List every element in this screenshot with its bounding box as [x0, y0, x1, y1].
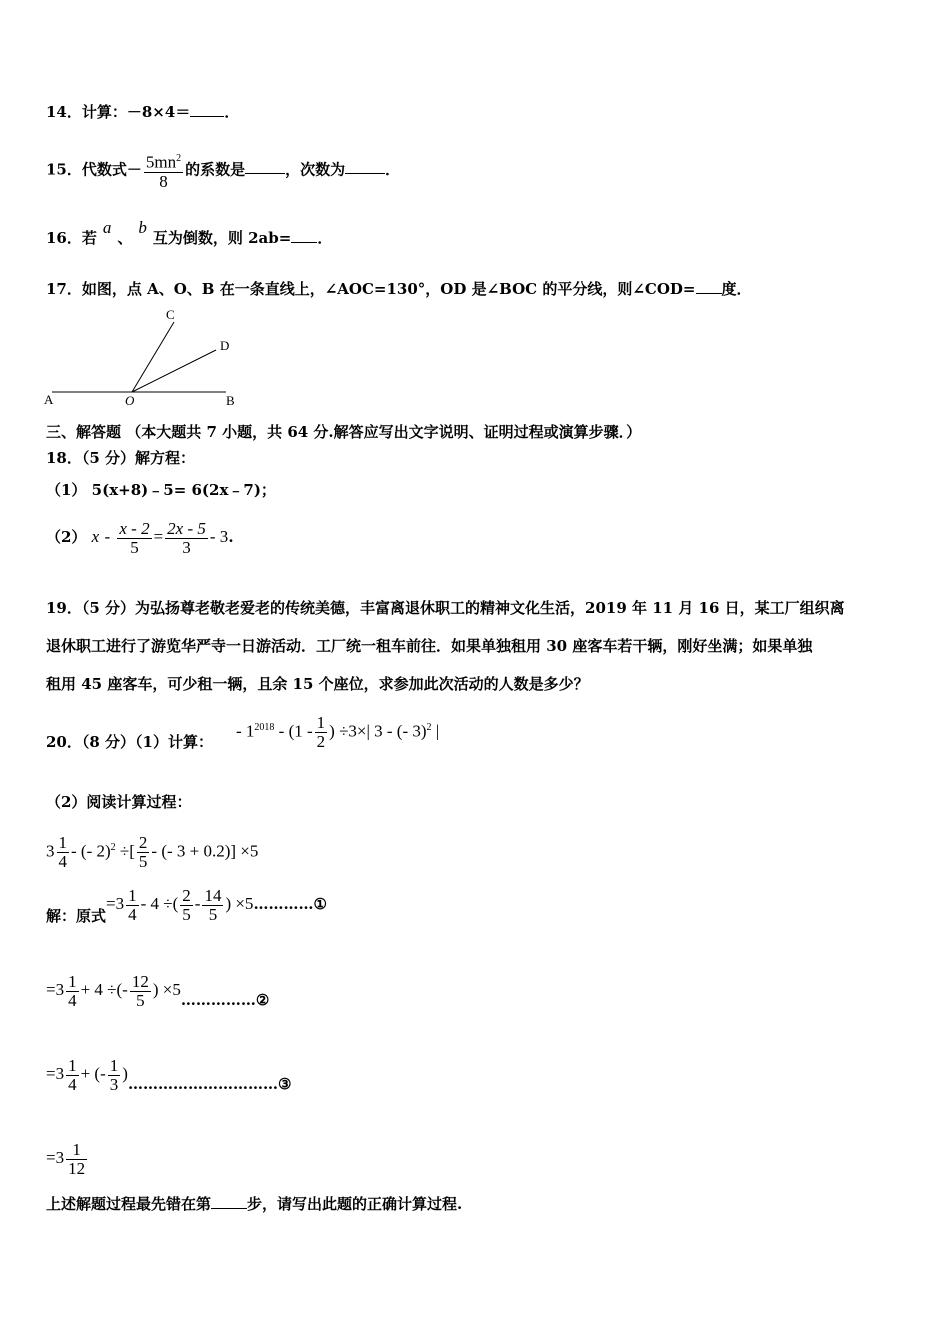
q17-text: 17．如图，点 A、O、B 在一条直线上，∠AOC=130°，OD 是∠BOC 的平分线，则∠COD=: [46, 280, 696, 298]
q20-e1-exp2: 2: [426, 722, 432, 733]
q20-e1-a: - 1: [236, 721, 255, 741]
q19-line-3: 租用 45 座客车，可少租一辆，且余 15 个座位，求参加此次活动的人数是多少？: [46, 675, 589, 693]
step1-expression: [106, 885, 254, 924]
s2-a: =3: [46, 980, 65, 999]
q15-frac-exp: 2: [176, 153, 182, 164]
label-b: B: [226, 393, 235, 408]
label-c: C: [166, 307, 175, 322]
q14-answer-blank[interactable]: [190, 102, 224, 117]
q18-p2-label: （2）: [46, 528, 87, 546]
q16-end: ．: [317, 229, 333, 247]
section-3-heading: 三、解答题 （本大题共 7 小题，共 64 分.解答应写出文字说明、证明过程或演算步骤．）: [46, 423, 642, 441]
final-b: 步，请写出此题的正确计算过程.: [247, 1195, 463, 1213]
s2-f2n: 12: [131, 971, 149, 991]
s4-fd: 12: [68, 1158, 86, 1178]
q18-p1-expression: 5(x+8)﹣5= 6(2x﹣7)；: [91, 481, 276, 499]
q19-line-2: 退休职工进行了游览华严寺一日游活动．工厂统一租车前往．如果单独租用 30 座客车若干辆，刚好坐满；如果单独: [46, 637, 813, 655]
q15-frac-den: 8: [159, 171, 168, 191]
orig-a: 3: [46, 841, 55, 861]
q18-x: x: [91, 527, 100, 546]
q17-angle-figure: [40, 300, 260, 412]
s3-f2n: 1: [109, 1055, 119, 1075]
s3-fraction-2: [108, 1057, 121, 1094]
orig-b: - (- 2): [71, 841, 111, 861]
q17-answer-blank[interactable]: [696, 279, 722, 294]
q18-title: 18．（5 分）解方程：: [46, 449, 196, 467]
question-15: [46, 150, 400, 191]
s1-f2d: 5: [182, 904, 191, 924]
s1-c: -: [194, 894, 201, 913]
q15-frac-num: 5mn: [145, 152, 177, 172]
q20-e1-d: |: [431, 721, 440, 741]
label-a: A: [44, 392, 54, 407]
s3-fd: 4: [68, 1074, 77, 1094]
orig-fraction-2: [137, 834, 150, 871]
q16-var-b: b: [138, 218, 147, 237]
q18-f1-den: 5: [130, 537, 139, 557]
q20-e1-fn: 1: [316, 713, 326, 733]
s4-fn: 1: [66, 1141, 87, 1160]
q20-title: 20．（8 分）（1）计算：: [46, 733, 213, 751]
q20-e1-exp: 2018: [254, 722, 275, 733]
q18-f1-num: x - 2: [119, 518, 150, 538]
q15-coefficient-label: 的系数是: [185, 160, 246, 179]
q16-number: 16．若: [46, 229, 97, 247]
s1-f3n: 14: [204, 885, 222, 905]
q18-dot: .: [228, 528, 234, 546]
question-17: [46, 279, 752, 299]
q15-end: ．: [385, 160, 401, 179]
s2-fd: 4: [68, 990, 77, 1010]
q18-part1: [46, 480, 276, 500]
orig-c: ÷[: [115, 841, 135, 861]
s4-a: =3: [46, 1148, 65, 1167]
q18-p1-label: （1）: [46, 481, 92, 499]
final-a: 上述解题过程最先错在第: [46, 1195, 212, 1213]
s3-b: + (-: [80, 1064, 106, 1083]
q15-degree-label: ，次数为: [285, 160, 346, 179]
s2-fn: 1: [68, 971, 77, 991]
q20-e1-fraction: [315, 714, 328, 751]
q14-number: 14．计算：: [46, 103, 127, 121]
q20-step-3: [46, 1052, 291, 1098]
s1-f3d: 5: [208, 904, 218, 924]
orig-f2d: 5: [138, 852, 148, 872]
q14-end: ．: [224, 103, 240, 121]
s3-f2d: 3: [109, 1074, 119, 1094]
s1-fraction-3: [202, 887, 223, 924]
step2-marker: ……………②: [180, 991, 270, 1009]
q15-blank-2[interactable]: [345, 159, 385, 174]
q20-e1-fd: 2: [316, 732, 326, 752]
s1-f2n: 2: [182, 885, 191, 905]
q20-final-question: [46, 1194, 462, 1214]
q18-tail: - 3: [209, 527, 229, 546]
q20-e1-b: - (1 -: [274, 721, 313, 741]
q20-original-expression: [46, 826, 258, 872]
q16-answer-blank[interactable]: [291, 228, 317, 243]
q18-part2: [46, 514, 234, 560]
s1-b: - 4 ÷(: [140, 894, 179, 913]
q15-blank-1[interactable]: [245, 159, 285, 174]
s2-fraction-1: [66, 973, 79, 1010]
q19-line-1: 19．（5 分）为弘扬尊老敬老爱老的传统美德，丰富离退休职工的精神文化生活，2019 年 11 月 16 日，某工厂组织离: [46, 599, 845, 617]
label-d: D: [220, 338, 230, 353]
s2-b: + 4 ÷(-: [80, 980, 128, 999]
s1-fn: 1: [128, 885, 137, 905]
question-16: [46, 218, 333, 248]
s1-fd: 4: [128, 904, 137, 924]
s3-fraction-1: [66, 1057, 79, 1094]
s2-fraction-2: [130, 973, 151, 1010]
s1-d: ) ×5: [225, 894, 254, 913]
question-14: [46, 102, 239, 122]
s2-c: ) ×5: [152, 980, 181, 999]
s3-fn: 1: [68, 1055, 77, 1075]
step3-marker: …………………………③: [127, 1075, 292, 1093]
q20-e1-c: ) ÷3×| 3 - (- 3): [329, 721, 427, 741]
final-step-blank[interactable]: [211, 1194, 247, 1209]
orig-fraction-1: [57, 834, 70, 871]
orig-exp: 2: [110, 842, 116, 853]
solution-label: 解：原式: [46, 907, 107, 925]
q16-var-a: a: [102, 218, 112, 237]
q18-fraction-2: [165, 520, 208, 557]
q18-fraction-1: [117, 520, 151, 557]
q20-part2-title: （2）阅读计算过程：: [46, 793, 192, 811]
q18-f2-den: 3: [182, 537, 191, 557]
orig-fn: 1: [58, 833, 67, 853]
orig-fd: 4: [58, 852, 67, 872]
q18-f2-num: 2x - 5: [167, 518, 206, 538]
s4-fraction: [66, 1141, 87, 1178]
s3-c: ): [122, 1064, 128, 1083]
s3-a: =3: [46, 1064, 65, 1083]
q20-step-2: [46, 968, 269, 1014]
s2-f2d: 5: [136, 990, 145, 1010]
step1-marker: …………①: [253, 895, 327, 913]
q20-step-4: [46, 1136, 89, 1182]
q16-sep: 、: [117, 229, 133, 247]
q20-step-1: [46, 886, 327, 932]
orig-d: - (- 3 + 0.2)] ×5: [151, 841, 259, 861]
s1-fraction-1: [126, 887, 139, 924]
q17-end: 度．: [721, 280, 752, 298]
q15-number: 15．代数式－: [46, 160, 142, 179]
orig-f2n: 2: [138, 833, 148, 853]
q18-minus: -: [104, 527, 111, 546]
s1-fraction-2: [180, 887, 193, 924]
q15-fraction: [144, 150, 183, 191]
q14-expression: －8×4＝: [126, 103, 191, 121]
q18-equals: =: [153, 527, 164, 546]
label-o: O: [125, 393, 135, 408]
s1-a: =3: [106, 894, 125, 913]
q16-text: 互为倒数，则 2ab=: [152, 229, 292, 247]
q20-part1-expression: [236, 708, 439, 754]
